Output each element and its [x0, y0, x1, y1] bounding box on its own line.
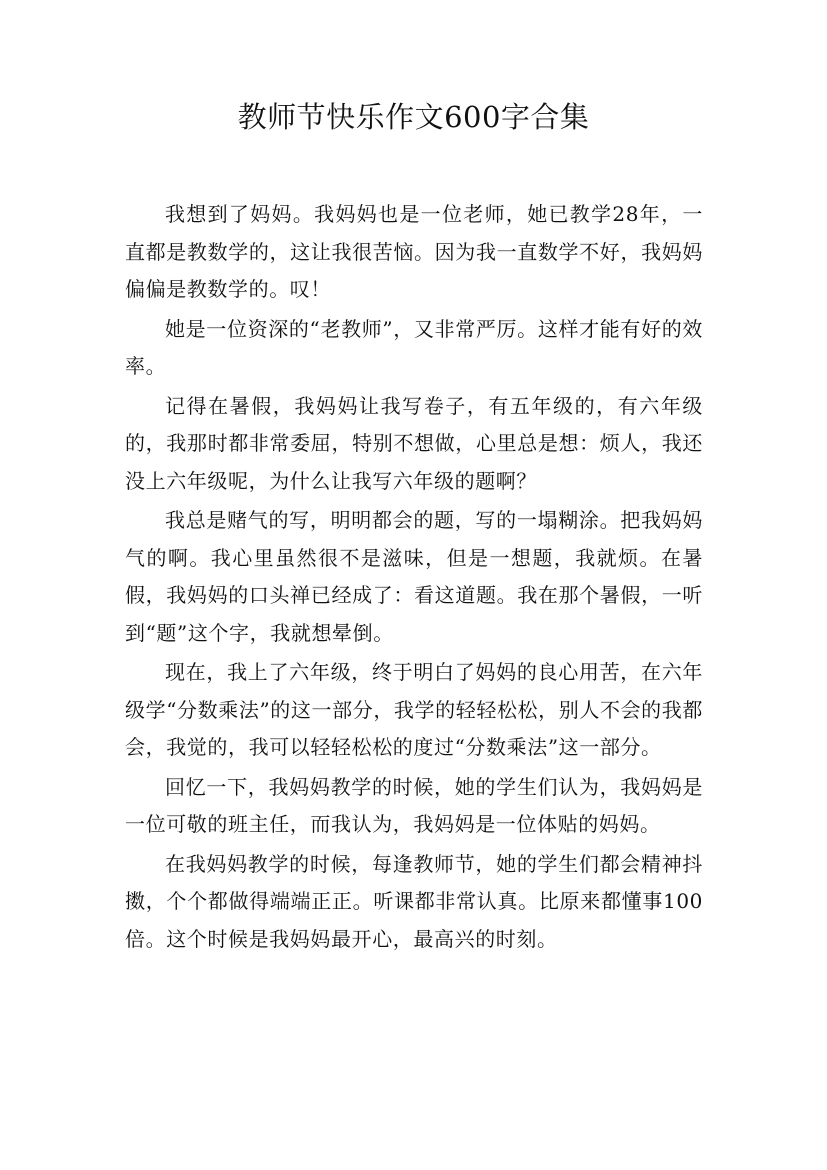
- paragraph: 在我妈妈教学的时候，每逢教师节，她的学生们都会精神抖擞，个个都做得端端正正。听课都非常认真。比原来都懂事100倍。这个时候是我妈妈最开心，最高兴的时刻。: [125, 851, 703, 951]
- paragraph: 我总是赌气的写，明明都会的题，写的一塌糊涂。把我妈妈气的啊。我心里虽然很不是滋味，但是一想题，我就烦。在暑假，我妈妈的口头禅已经成了：看这道题。我在那个暑假，一听到“题”这个字，我就想晕倒。: [125, 508, 703, 645]
- paragraph: 记得在暑假，我妈妈让我写卷子，有五年级的，有六年级的，我那时都非常委屈，特别不想做，心里总是想：烦人，我还没上六年级呢，为什么让我写六年级的题啊？: [125, 393, 703, 493]
- paragraph: 她是一位资深的“老教师”，又非常严厉。这样才能有好的效率。: [125, 316, 703, 378]
- paragraph: 现在，我上了六年级，终于明白了妈妈的良心用苦，在六年级学“分数乘法”的这一部分，我学的轻轻松松，别人不会的我都会，我觉的，我可以轻轻松松的度过“分数乘法”这一部分。: [125, 660, 703, 759]
- document-title: 教师节快乐作文600字合集: [237, 100, 590, 134]
- document-body: [125, 196, 703, 960]
- paragraph: 我想到了妈妈。我妈妈也是一位老师，她已教学28年，一直都是教数学的，这让我很苦恼。因为我一直数学不好，我妈妈偏偏是教数学的。叹！: [125, 202, 703, 301]
- paragraph: 回忆一下，我妈妈教学的时候，她的学生们认为，我妈妈是一位可敬的班主任，而我认为，我妈妈是一位体贴的妈妈。: [125, 774, 703, 836]
